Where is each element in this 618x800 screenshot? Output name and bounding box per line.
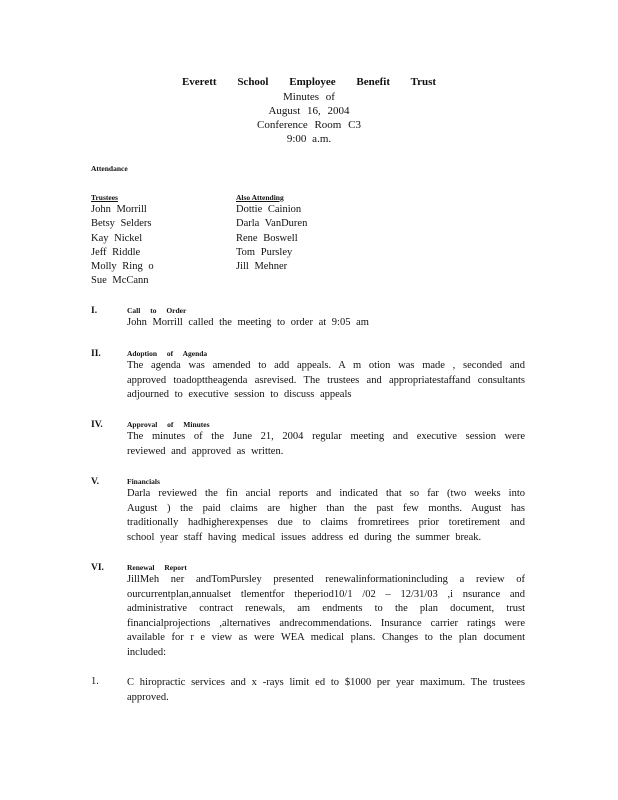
trustees-heading: Trustees	[91, 193, 118, 202]
attendee-name: Jill Mehner	[236, 261, 288, 273]
meeting-time: 9:00 a.m.	[286, 133, 332, 145]
also-attending-list	[236, 192, 307, 274]
section-title: Financials	[127, 477, 160, 486]
item-number: 1.	[91, 676, 99, 687]
section-body: JillMeh ner andTomPursley presented renewalinformationincluding a review of ourcurrentplan,annualset tlementfor theperiod10/1 /02 – 12/31/03 ,i nsurance and administrative contract renewals, am endments to the plan document, trust financialprojections ,alternatives andrecommendations. Insurance carrier ratings were available for r e view as were WEA medical plans. Changes to the plan document included:	[127, 574, 525, 658]
attendee-name: Dottie Cainion	[236, 204, 302, 215]
meeting-date: August 16, 2004	[268, 105, 350, 117]
item-body: C hiropractic services and x -rays limit ed to $1000 per year maximum. The trustees approved.	[127, 677, 525, 703]
section-number: V.	[91, 477, 100, 487]
trustee-name: John Morrill	[91, 204, 147, 215]
section-body: Darla reviewed the fin ancial reports and indicated that so far (two weeks into August ) the paid claims are higher than the past few months. August has traditionally hadhigherexpenses due to claims fromretirees prior toretirement and school year staff having medical issues address ed during the summer break.	[127, 488, 525, 543]
section-body: The minutes of the June 21, 2004 regular meeting and executive session were reviewed and approved as written.	[127, 431, 525, 457]
attendance-heading: Attendance	[91, 164, 128, 173]
section-title: Adoption of Agenda	[127, 349, 208, 358]
attendee-name: Tom Pursley	[236, 246, 293, 258]
section-title: Renewal Report	[127, 563, 187, 572]
section-body: John Morrill called the meeting to order at 9:05 am	[127, 317, 369, 328]
section-number: VI.	[91, 563, 104, 573]
document-subtitle: Minutes of	[283, 91, 335, 103]
trustee-name: Molly Ring o	[91, 261, 154, 273]
document-title: Everett School Employee Benefit Trust	[181, 76, 437, 88]
section-number: II.	[91, 349, 101, 359]
trustees-list	[91, 192, 154, 289]
section-number: IV.	[91, 420, 103, 430]
section-body: The agenda was amended to add appeals. A m otion was made , seconded and approved toadopttheagenda asrevised. The trustees and appropriatestaffand consultants adjourned to executive session to discuss appeals	[127, 360, 525, 400]
attendee-name: Rene Boswell	[236, 232, 298, 244]
section-title: Approval of Minutes	[127, 420, 210, 429]
trustee-name: Betsy Selders	[91, 218, 152, 230]
also-attending-heading: Also Attending	[236, 193, 284, 202]
meeting-location: Conference Room C3	[257, 119, 361, 131]
section-title: Call to Order	[127, 306, 187, 315]
trustee-name: Sue McCann	[91, 275, 149, 287]
section-number: I.	[91, 306, 98, 316]
attendee-name: Darla VanDuren	[236, 218, 308, 230]
trustee-name: Kay Nickel	[91, 232, 143, 244]
trustee-name: Jeff Riddle	[91, 246, 141, 258]
